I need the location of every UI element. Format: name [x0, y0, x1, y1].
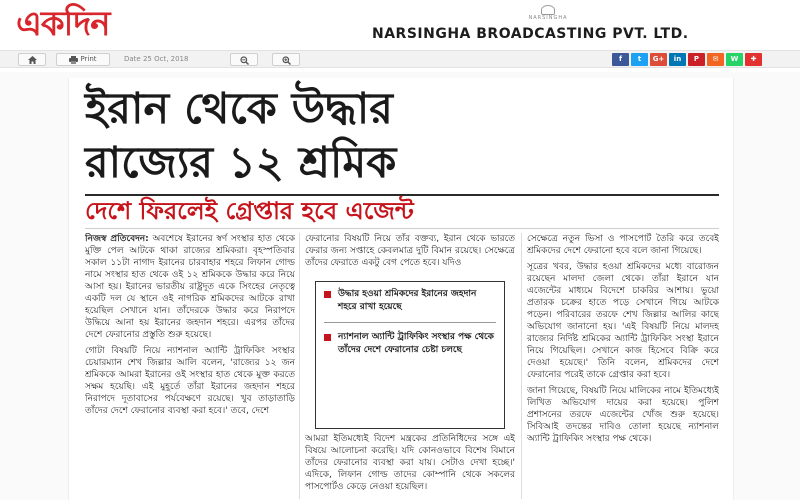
home-button[interactable]: [18, 53, 46, 66]
paragraph: সূত্রের খবর, উদ্ধার হওয়া শ্রমিকদের মধ্যে বারোজন রয়েছেন মালদা জেলা থেকে। তাঁরা ইরানে যান এজেন্টের মাধ্যমে বিদেশে চাকরির আশায়। ভুয়ো প্রতারক চক্রের হাতে পড়ে সেখানে গিয়ে আটকে পড়েন। পরিবারের তরফে শেখ জিল্লার আলির কাছে অভিযোগ জানানো হয়। 'এই বিষয়টি নিয়ে মালদহ রাজ্যের নির্দিষ্ট শ্রমিকের অ্যান্টি ট্রাফিকিং সংস্থা ইরানে নিয়ে গিয়েছিল। সেখানে কাজ হিসেবে বিক্রি করে দেওয়া হয়েছে।' তিনি বলেন, শ্রমিকদের দেশে ফেরানোর পরেই তাকে গ্রেপ্তার করা হবে।: [527, 262, 719, 380]
whatsapp-icon: W: [730, 55, 739, 63]
square-bullet-icon: [324, 334, 331, 341]
zoom-in-icon: [282, 56, 291, 65]
pull-quote-item: ন্যাশনাল অ্যান্টি ট্রাফিকিং সংস্থার পক্ষ থেকে তাঁদের দেশে ফেরানোর চেষ্টা চলছে: [324, 331, 496, 357]
brand-name: NARSINGHA BROADCASTING PVT. LTD.: [372, 26, 689, 42]
column-divider: [299, 233, 300, 499]
linkedin-share-button[interactable]: [669, 53, 686, 66]
subheadline: দেশে ফিরলেই গ্রেপ্তার হবে এজেন্ট: [85, 194, 719, 224]
email-icon: ✉: [712, 55, 719, 63]
byline: নিজস্ব প্রতিবেদন:: [85, 234, 149, 244]
whatsapp-share-button[interactable]: [726, 53, 743, 66]
zoom-out-button[interactable]: [230, 53, 258, 66]
site-logo[interactable]: একদিন: [16, 4, 110, 44]
column-divider: [521, 233, 522, 499]
paragraph: জানা গিয়েছে, বিষয়টি নিয়ে মালিকের নামে ইতিমধ্যেই লিখিত অভিযোগ দায়ের করা হয়েছে। পুলিশ প্রশাসনের তরফে এজেন্টের খোঁজ শুরু হয়েছে। সিবিআই তদন্তের দাবিও তোলা হয়েছে ন্যাশনাল অ্যান্টি ট্রাফিকিং সংস্থার পক্ষ থেকে।: [527, 386, 719, 444]
brand-emblem: [528, 5, 568, 21]
toolbar: [0, 50, 800, 68]
paragraph: ফেরানোর বিষয়টি নিয়ে তাঁর বক্তব্য, ইরান থেকে ভারতে ফেরার জন্য সপ্তাহে কেবলমাত্র দুটি বিমান রয়েছে। সেক্ষেত্রে তাঁদের ফেরাতে একটু বেগ পেতে হবে। যদিও: [305, 234, 515, 268]
article-column-1: [85, 233, 295, 500]
news-clipping: [68, 78, 734, 500]
printer-icon: [69, 55, 80, 64]
linkedin-icon: in: [673, 55, 682, 63]
emblem-icon: [541, 5, 555, 15]
twitter-icon: t: [637, 55, 642, 63]
paragraph: সেক্ষেত্রে নতুন ভিসা ও পাসপোর্ট তৈরি করে তবেই শ্রমিকদের দেশে ফেরানো হবে বলে জানা গিয়েছে।: [527, 234, 719, 256]
zoom-in-button[interactable]: [272, 53, 300, 66]
site-header: [0, 0, 800, 50]
zoom-out-icon: [240, 56, 249, 65]
brand-emblem-label: NARSINGHA: [528, 15, 568, 21]
google-plus-share-button[interactable]: [650, 53, 667, 66]
more-share-button[interactable]: [745, 53, 762, 66]
article-viewer: [0, 72, 800, 500]
pull-quote-box: [315, 281, 505, 429]
pinterest-icon: P: [693, 55, 700, 63]
home-icon: [28, 56, 37, 64]
edition-date: Date 25 Oct, 2018: [124, 55, 189, 63]
headline-line-2: রাজ্যের ১২ শ্রমিক: [85, 138, 397, 188]
email-share-button[interactable]: [707, 53, 724, 66]
plus-icon: ✚: [750, 55, 757, 63]
facebook-share-button[interactable]: [612, 53, 629, 66]
twitter-share-button[interactable]: [631, 53, 648, 66]
square-bullet-icon: [324, 291, 331, 298]
headline-line-1: ইরান থেকে উদ্ধার: [85, 84, 393, 134]
article-column-3: [527, 233, 719, 500]
facebook-icon: f: [618, 55, 623, 63]
print-button[interactable]: [56, 53, 110, 66]
article-body: [85, 228, 719, 500]
paragraph: গোটা বিষয়টি নিয়ে ন্যাশনাল অ্যান্টি ট্রাফিকিং সংস্থার চেয়ারম্যান শেখ জিল্লার আলি বলেন, 'রাজ্যের ১২ জন শ্রমিককে আমরা ইরানের ওই সংস্থার হাত থেকে মুক্ত করতে সক্ষম হয়েছি। এই মুহূর্তে তাঁরা ইরানের জহদান শহরে নিরাপদে দূতাবাসের পর্যবেক্ষণে রয়েছে। খুব তাড়াতাড়ি তাঁদের দেশে ফেরানোর ব্যবস্থা করা হবে।' তবে, দেশে: [85, 346, 295, 416]
pinterest-share-button[interactable]: [688, 53, 705, 66]
divider: [324, 322, 496, 323]
pull-quote-item: উদ্ধার হওয়া শ্রমিকদের ইরানের জহদান শহরে রাখা হয়েছে: [324, 288, 496, 314]
google-plus-icon: G+: [652, 55, 665, 63]
print-label: Print: [80, 55, 97, 63]
paragraph: নিজস্ব প্রতিবেদন: অবশেষে ইরানের স্বর্ণ সংস্থার হাত থেকে মুক্তি পেল আটকে থাকা রাজ্যের শ্রমিকরা। বৃহস্পতিবার সকাল ১১টা নাগাদ ইরানের চারবাহার শহরে লিফান গোল্ড নামে সংস্থার হাত থেকে ওই ১২ শ্রমিককে উদ্ধার করে নিয়ে আসা হয়। ইরানের ভারতীয় রাষ্ট্রদূত একে সিংহের নেতৃত্বে একটি দল যে স্থানে ওই নাগরিক শ্রমিকদের আটকে রাখা হয়েছিল সেখানে যান। তাঁদেরকে উদ্ধার করে নিরাপদে উদ্ধিয়ে আনা হয় ইরানের জহদান শহরে। এরপর তাঁদের দেশে ফেরানোর প্রস্তুতি শুরু হয়েছে।: [85, 234, 295, 340]
paragraph: আমরা ইতিমধ্যেই বিদেশ মন্ত্রকের প্রতিনিধিদের সঙ্গে এই বিষয়ে আলোচনা করেছি। যদি কোনওভাবে বিশেষ বিমানে তাঁদের ফেরানোর ব্যবস্থা করা যায়। সেটাও দেখা হচ্ছে।' এদিকে, লিফান গোল্ড তাদের কোম্পানি থেকে সকলের পাসপোর্টও কেড়ে নেওয়া হয়েছিল।: [305, 434, 515, 492]
